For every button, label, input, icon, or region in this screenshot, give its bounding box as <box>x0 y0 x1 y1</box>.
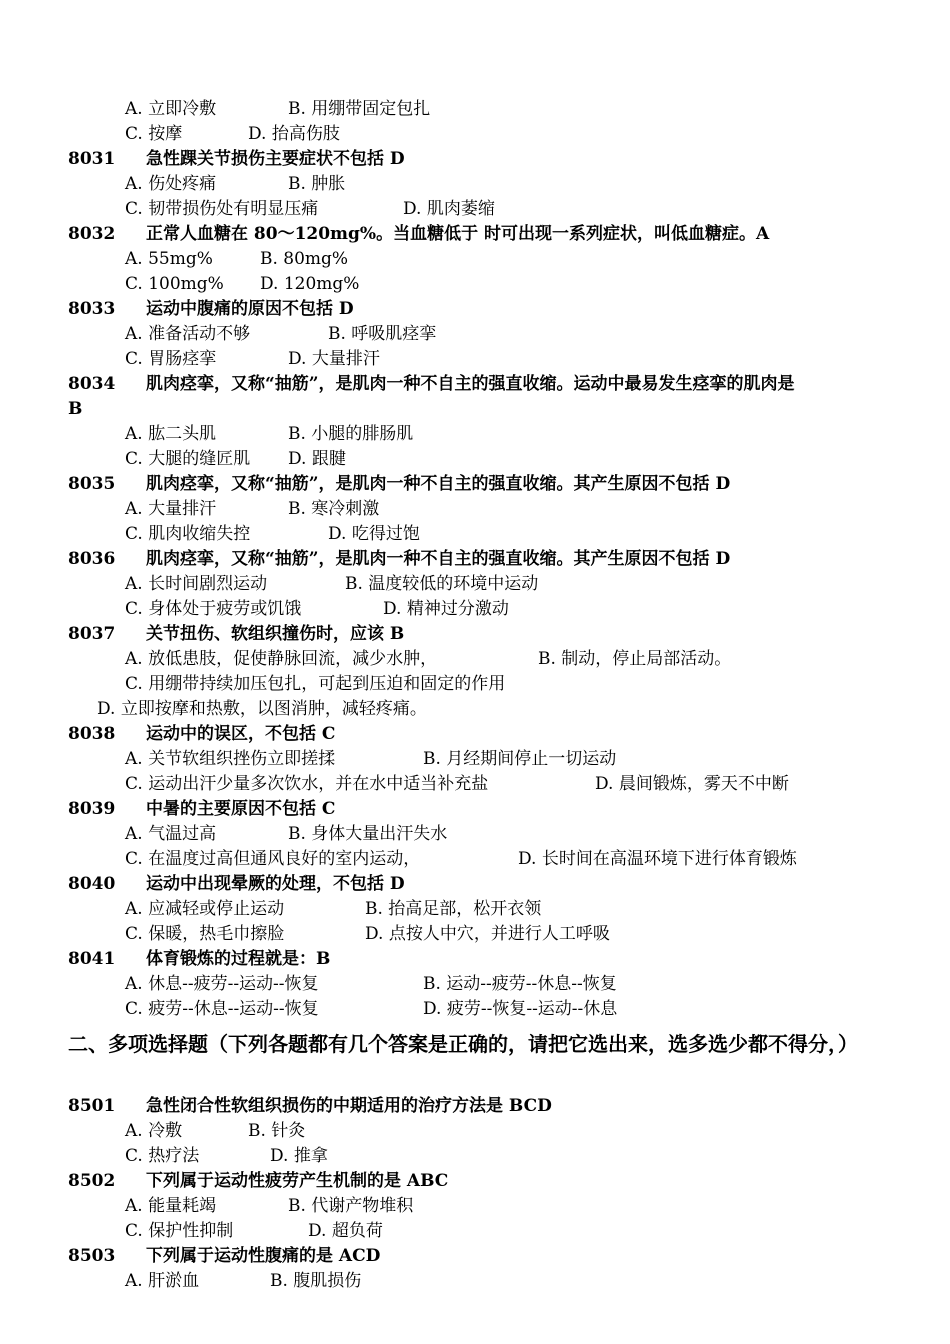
option-text: A. 准备活动不够 <box>125 324 251 344</box>
question-number: 8501 <box>68 1096 116 1116</box>
option-text: D. 肌肉萎缩 <box>403 199 495 219</box>
option-text: D. 跟腱 <box>288 449 346 469</box>
option-line <box>125 898 542 920</box>
option-text: B. 制动，停止局部活动。 <box>538 649 732 669</box>
option-text: B. 呼吸肌痉挛 <box>328 324 437 344</box>
option-line <box>125 1270 362 1292</box>
question-text: 肌肉痉挛，又称“抽筋”，是肌肉一种不自主的强直收缩。运动中最易发生痉挛的肌肉是 <box>146 374 795 394</box>
option-line <box>97 698 427 720</box>
question-text: 中暑的主要原因不包括 C <box>146 799 336 819</box>
option-line <box>125 598 509 620</box>
option-text: D. 立即按摩和热敷，以图消肿，减轻疼痛。 <box>97 699 427 719</box>
question-number: 8503 <box>68 1246 116 1266</box>
question-number: 8034 <box>68 374 116 394</box>
option-text: C. 身体处于疲劳或饥饿 <box>125 599 302 619</box>
option-text: C. 胃肠痉挛 <box>125 349 217 369</box>
question-text: 运动中的误区，不包括 C <box>146 724 336 744</box>
option-text: D. 晨间锻炼，雾天不中断 <box>595 774 789 794</box>
option-line <box>125 273 360 295</box>
question-line <box>68 148 405 170</box>
question-line <box>68 873 405 895</box>
question-text: 肌肉痉挛，又称“抽筋”，是肌肉一种不自主的强直收缩。其产生原因不包括 D <box>146 549 731 569</box>
option-text: D. 疲劳--恢复--运动--休息 <box>423 999 618 1019</box>
question-text: 体育锻炼的过程就是：B <box>146 949 331 969</box>
option-text: B. 寒冷刺激 <box>288 499 380 519</box>
question-number: 8039 <box>68 799 116 819</box>
option-line <box>125 323 437 345</box>
option-text: A. 肱二头肌 <box>125 424 217 444</box>
question-line <box>68 948 330 970</box>
question-continuation: B <box>68 399 83 419</box>
option-text: B. 身体大量出汗失水 <box>288 824 448 844</box>
option-text: A. 休息--疲劳--运动--恢复 <box>125 974 319 994</box>
option-line <box>125 923 610 945</box>
option-text: B. 运动--疲劳--休息--恢复 <box>423 974 617 994</box>
option-text: C. 用绷带持续加压包扎，可起到压迫和固定的作用 <box>125 674 506 694</box>
question-line <box>68 623 404 645</box>
option-line <box>125 248 349 270</box>
option-text: D. 抬高伤肢 <box>248 124 340 144</box>
question-number: 8502 <box>68 1171 116 1191</box>
option-text: A. 气温过高 <box>125 824 217 844</box>
option-text: B. 针灸 <box>248 1121 306 1141</box>
question-line <box>68 798 335 820</box>
question-text: 下列属于运动性疲劳产生机制的是 ABC <box>146 1171 449 1191</box>
option-text: D. 大量排汗 <box>288 349 380 369</box>
option-line <box>125 98 431 120</box>
option-text: C. 保护性抑制 <box>125 1221 234 1241</box>
option-text: D. 推拿 <box>270 1146 328 1166</box>
option-line <box>125 773 789 795</box>
question-number: 8036 <box>68 549 116 569</box>
option-text: A. 冷敷 <box>125 1121 183 1141</box>
question-number: 8037 <box>68 624 116 644</box>
option-text: D. 长时间在高温环境下进行体育锻炼 <box>518 849 797 869</box>
option-line <box>125 1120 306 1142</box>
question-number: 8040 <box>68 874 116 894</box>
question-line <box>68 298 354 320</box>
option-text: C. 热疗法 <box>125 1146 200 1166</box>
option-text: A. 大量排汗 <box>125 499 217 519</box>
option-line <box>125 423 414 445</box>
option-text: B. 抬高足部，松开衣领 <box>365 899 542 919</box>
question-number: 8035 <box>68 474 116 494</box>
question-text: 运动中腹痛的原因不包括 D <box>146 299 354 319</box>
option-text: D. 120mg% <box>260 274 360 294</box>
option-line <box>125 998 618 1020</box>
option-text: B. 肿胀 <box>288 174 346 194</box>
option-text: C. 100mg% <box>125 274 224 294</box>
question-line <box>68 223 769 245</box>
option-line <box>125 123 340 145</box>
question-line <box>68 1095 552 1117</box>
question-text: 运动中出现晕厥的处理，不包括 D <box>146 874 405 894</box>
option-text: A. 长时间剧烈运动 <box>125 574 268 594</box>
option-text: A. 55mg% <box>125 249 213 269</box>
option-text: A. 放低患肢，促使静脉回流，减少水肿， <box>125 649 438 669</box>
option-text: C. 按摩 <box>125 124 183 144</box>
option-line <box>125 673 505 695</box>
option-text: A. 关节软组织挫伤立即搓揉 <box>125 749 336 769</box>
question-text: 肌肉痉挛，又称“抽筋”，是肌肉一种不自主的强直收缩。其产生原因不包括 D <box>146 474 731 494</box>
option-text: C. 保暖，热毛巾擦脸 <box>125 924 285 944</box>
question-text: 正常人血糖在 80～120mg%。当血糖低于 时可出现一系列症状，叫低血糖症。A <box>146 224 770 244</box>
option-line <box>125 1145 328 1167</box>
option-text: B. 月经期间停止一切运动 <box>423 749 617 769</box>
option-line <box>125 173 346 195</box>
option-text: A. 立即冷敷 <box>125 99 217 119</box>
question-text: 急性闭合性软组织损伤的中期适用的治疗方法是 BCD <box>146 1096 552 1116</box>
question-number: 8031 <box>68 149 116 169</box>
option-line <box>125 1220 383 1242</box>
question-text: 急性踝关节损伤主要症状不包括 D <box>146 149 405 169</box>
question-line <box>68 1170 448 1192</box>
question-line <box>68 473 730 495</box>
option-line <box>125 498 380 520</box>
option-line <box>125 198 495 220</box>
option-line <box>125 823 448 845</box>
option-text: C. 大腿的缝匠肌 <box>125 449 251 469</box>
question-number: 8041 <box>68 949 116 969</box>
question-line <box>68 373 795 395</box>
question-line <box>68 723 335 745</box>
option-text: D. 精神过分激动 <box>383 599 509 619</box>
option-line <box>125 348 380 370</box>
option-line <box>125 648 732 670</box>
question-number: 8033 <box>68 299 116 319</box>
option-line <box>125 573 539 595</box>
question-line <box>68 548 730 570</box>
option-text: B. 小腿的腓肠肌 <box>288 424 414 444</box>
option-line <box>125 1195 414 1217</box>
option-text: A. 应减轻或停止运动 <box>125 899 285 919</box>
option-text: D. 超负荷 <box>308 1221 383 1241</box>
option-text: C. 在温度过高但通风良好的室内运动， <box>125 849 421 869</box>
option-line <box>125 523 420 545</box>
option-text: A. 肝淤血 <box>125 1271 200 1291</box>
question-text: 下列属于运动性腹痛的是 ACD <box>146 1246 381 1266</box>
option-text: C. 运动出汗少量多次饮水，并在水中适当补充盐 <box>125 774 489 794</box>
question-line <box>68 1245 380 1267</box>
question-number: 8032 <box>68 224 116 244</box>
option-text: C. 韧带损伤处有明显压痛 <box>125 199 319 219</box>
option-text: D. 吃得过饱 <box>328 524 420 544</box>
section-heading: 二、多项选择题（下列各题都有几个答案是正确的，请把它选出来，选多选少都不得分，） <box>68 1032 858 1056</box>
option-line <box>125 973 617 995</box>
option-line <box>125 448 346 470</box>
option-line <box>125 748 617 770</box>
option-line <box>125 848 797 870</box>
question-number: 8038 <box>68 724 116 744</box>
question-text: 关节扭伤、软组织撞伤时，应该 B <box>146 624 405 644</box>
option-text: B. 腹肌损伤 <box>270 1271 362 1291</box>
option-text: A. 能量耗竭 <box>125 1196 217 1216</box>
option-text: C. 疲劳--休息--运动--恢复 <box>125 999 319 1019</box>
option-text: A. 伤处疼痛 <box>125 174 217 194</box>
option-text: B. 80mg% <box>260 249 349 269</box>
option-text: B. 用绷带固定包扎 <box>288 99 431 119</box>
option-text: C. 肌肉收缩失控 <box>125 524 251 544</box>
option-text: B. 温度较低的环境中运动 <box>345 574 539 594</box>
option-text: D. 点按人中穴，并进行人工呼吸 <box>365 924 610 944</box>
option-text: B. 代谢产物堆积 <box>288 1196 414 1216</box>
